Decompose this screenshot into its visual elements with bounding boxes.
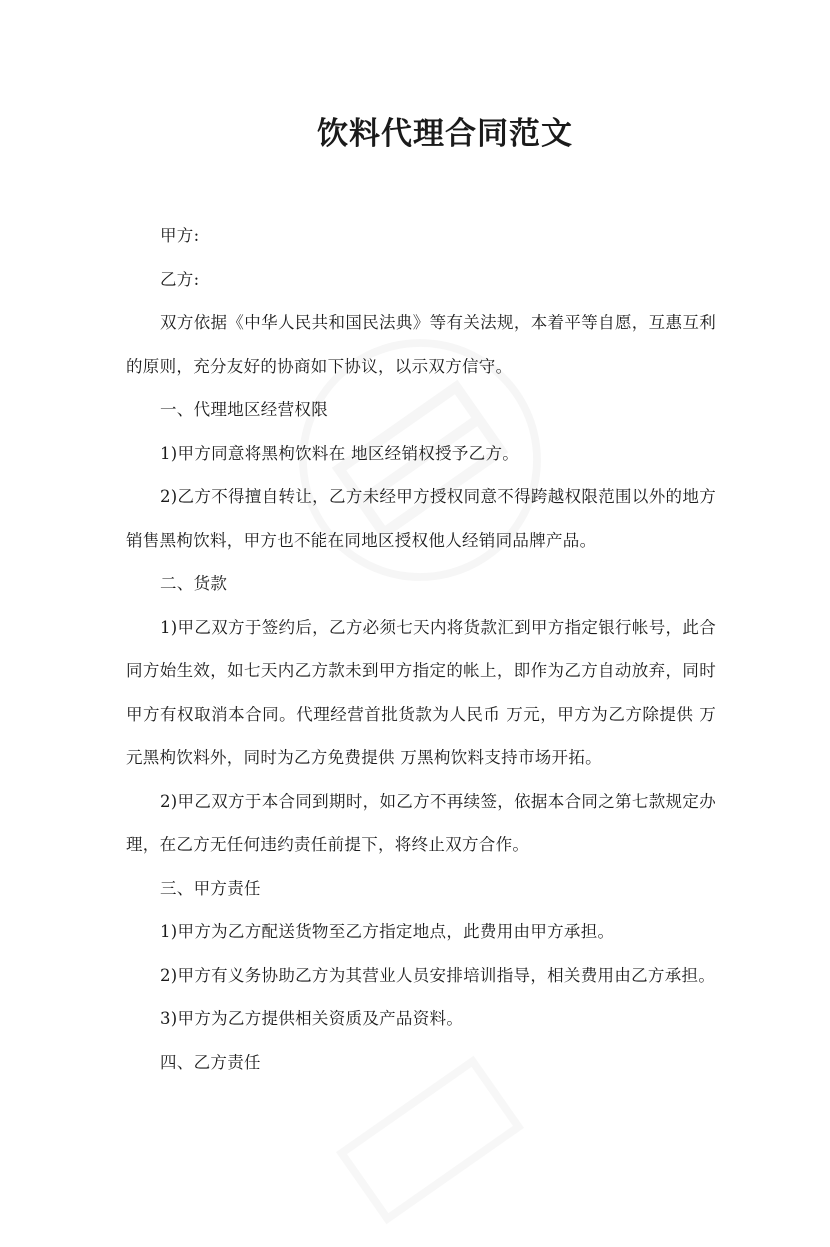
clause-paragraph: 1)甲方为乙方配送货物至乙方指定地点，此费用由甲方承担。	[160, 922, 615, 941]
clause-paragraph: 1)甲方同意将黑枸饮料在 地区经销权授予乙方。	[160, 443, 520, 463]
party-b-line: 乙方:	[160, 269, 200, 289]
preamble-paragraph: 双方依据《中华人民共和国民法典》等有关法规，本着平等自愿，互惠互利的原则，充分友好的协商如下协议，以示双方信守。	[126, 313, 716, 376]
section-heading-2: 二、货款	[160, 574, 228, 593]
party-a-line: 甲方:	[160, 226, 200, 245]
section-heading-4: 四、乙方责任	[160, 1052, 261, 1072]
clause-paragraph: 2)乙方不得擅自转让，乙方未经甲方授权同意不得跨越权限范围以外的地方销售黑枸饮料，甲方也不能在同地区授权他人经销同品牌产品。	[126, 487, 716, 550]
clause-paragraph: 3)甲方为乙方提供相关资质及产品资料。	[160, 1009, 464, 1028]
clause-paragraph: 2)甲乙双方于本合同到期时，如乙方不再续签，依据本合同之第七款规定办理，在乙方无任何违约责任前提下，将终止双方合作。	[126, 791, 716, 854]
clause-paragraph: 1)甲乙双方于签约后，乙方必须七天内将货款汇到甲方指定银行帐号，此合同方始生效，如七天内乙方款未到甲方指定的帐上，即作为乙方自动放弃，同时甲方有权取消本合同。代理经营首批货款为人民币 万元，甲方为乙方除提供 万元黑枸饮料外，同时为乙方免费提供 万黑枸饮料支持市场开拓。	[126, 617, 716, 767]
document-title: 饮料代理合同范文	[317, 116, 573, 152]
clause-paragraph: 2)甲方有义务协助乙方为其营业人员安排培训指导，相关费用由乙方承担。	[160, 965, 716, 985]
document-body	[126, 214, 716, 1084]
section-heading-3: 三、甲方责任	[160, 878, 261, 898]
section-heading-1: 一、代理地区经营权限	[160, 400, 328, 419]
